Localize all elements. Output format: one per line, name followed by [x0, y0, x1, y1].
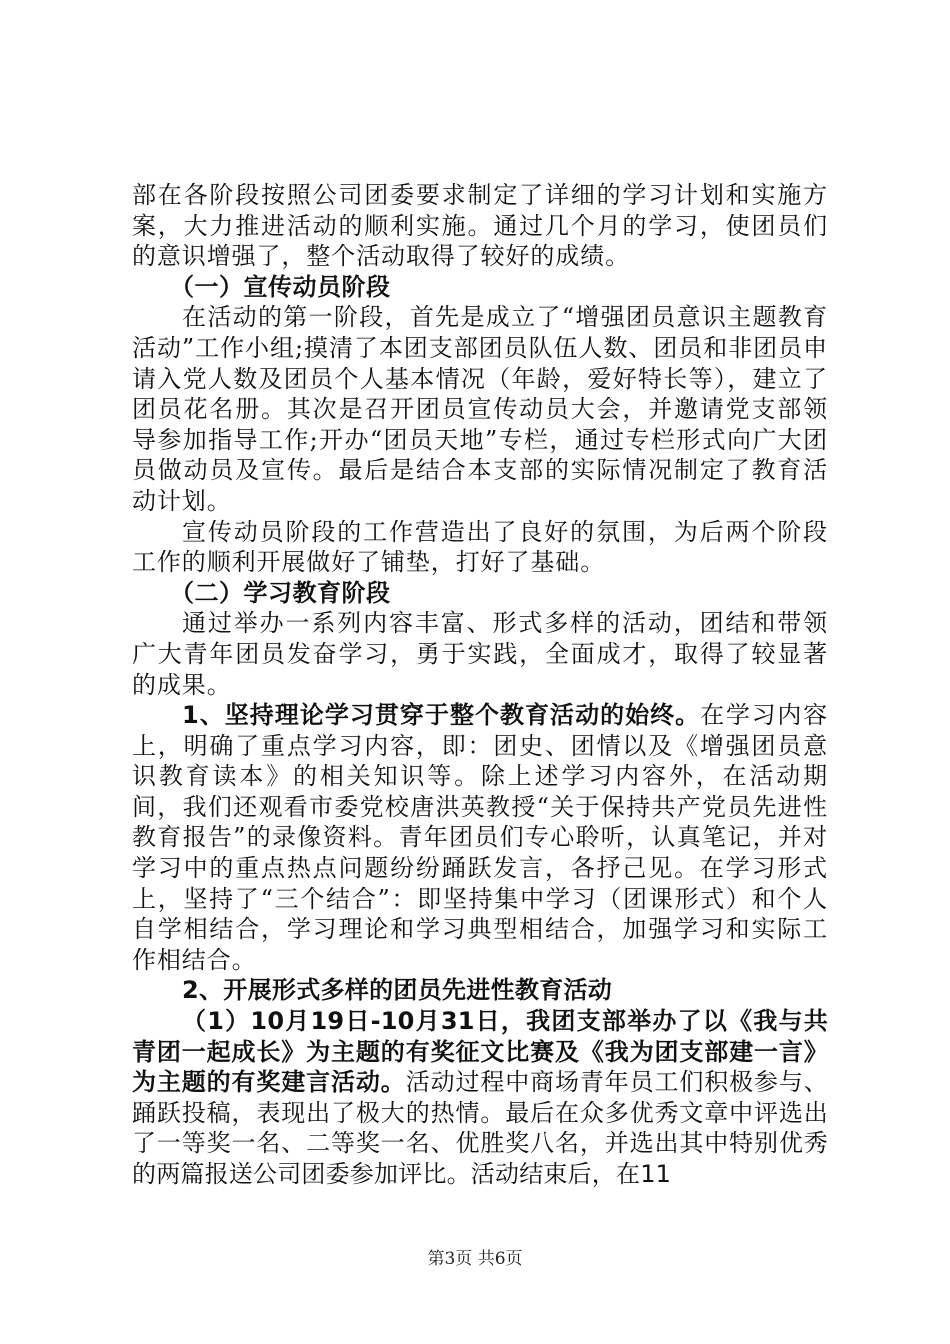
study-item-1 [132, 700, 828, 975]
study-item-2-sub-1-lead: （1）10月19日-10月31日，我团支部举办了以《我与共青团一起成长》为主题的有奖征文比赛及《我为团支部建一言》为主题的有奖建言活动。 [132, 1007, 828, 1097]
study-item-1-lead: 1、坚持理论学习贯穿于整个教育活动的始终。 [182, 701, 701, 730]
section-heading-study: （二）学习教育阶段 [170, 578, 391, 607]
study-item-1-body: 在学习内容上，明确了重点学习内容，即：团史、团情以及《增强团员意识教育读本》的相关知识等。除上述学习内容外，在活动期间，我们还观看市委党校唐洪英教授“关于保持共产党员先进性教育报告”的录像资料。青年团员们专心聆听，认真笔记，并对学习中的重点热点问题纷纷踊跃发言，各抒己见。在学习形式上，坚持了“三个结合”：即坚持集中学习（团课形式）和个人自学相结合，学习理论和学习典型相结合，加强学习和实际工作相结合。 [132, 701, 828, 974]
study-item-2-heading: 2、开展形式多样的团员先进性教育活动 [182, 976, 613, 1005]
section-heading-publicity: （一）宣传动员阶段 [170, 272, 391, 301]
study-paragraph-1: 通过举办一系列内容丰富、形式多样的活动，团结和带领广大青年团员发奋学习，勇于实践，全面成才，取得了较显著的成果。 [132, 609, 828, 699]
intro-paragraph: 部在各阶段按照公司团委要求制定了详细的学习计划和实施方案，大力推进活动的顺利实施。通过几个月的学习，使团员们的意识增强了，整个活动取得了较好的成绩。 [132, 181, 828, 271]
study-item-2-sub-1 [132, 1006, 828, 1190]
document-body [132, 180, 828, 1190]
page-footer: 第3页 共6页 [427, 1249, 523, 1269]
study-item-2-sub-1-body: 活动过程中商场青年员工们积极参与、踊跃投稿，表现出了极大的热情。最后在众多优秀文章中评选出了一等奖一名、二等奖一名、优胜奖八名，并选出其中特别优秀的两篇报送公司团委参加评比。活动结束后，在11 [132, 1068, 829, 1188]
publicity-paragraph-1: 在活动的第一阶段，首先是成立了“增强团员意识主题教育活动”工作小组;摸清了本团支部团员队伍人数、团员和非团员申请入党人数及团员个人基本情况（年龄，爱好特长等），建立了团员花名册。其次是召开团员宣传动员大会，并邀请党支部领导参加指导工作;开办“团员天地”专栏，通过专栏形式向广大团员做动员及宣传。最后是结合本支部的实际情况制定了教育活动计划。 [132, 303, 828, 515]
publicity-paragraph-2: 宣传动员阶段的工作营造出了良好的氛围，为后两个阶段工作的顺利开展做好了铺垫，打好了基础。 [132, 517, 828, 577]
